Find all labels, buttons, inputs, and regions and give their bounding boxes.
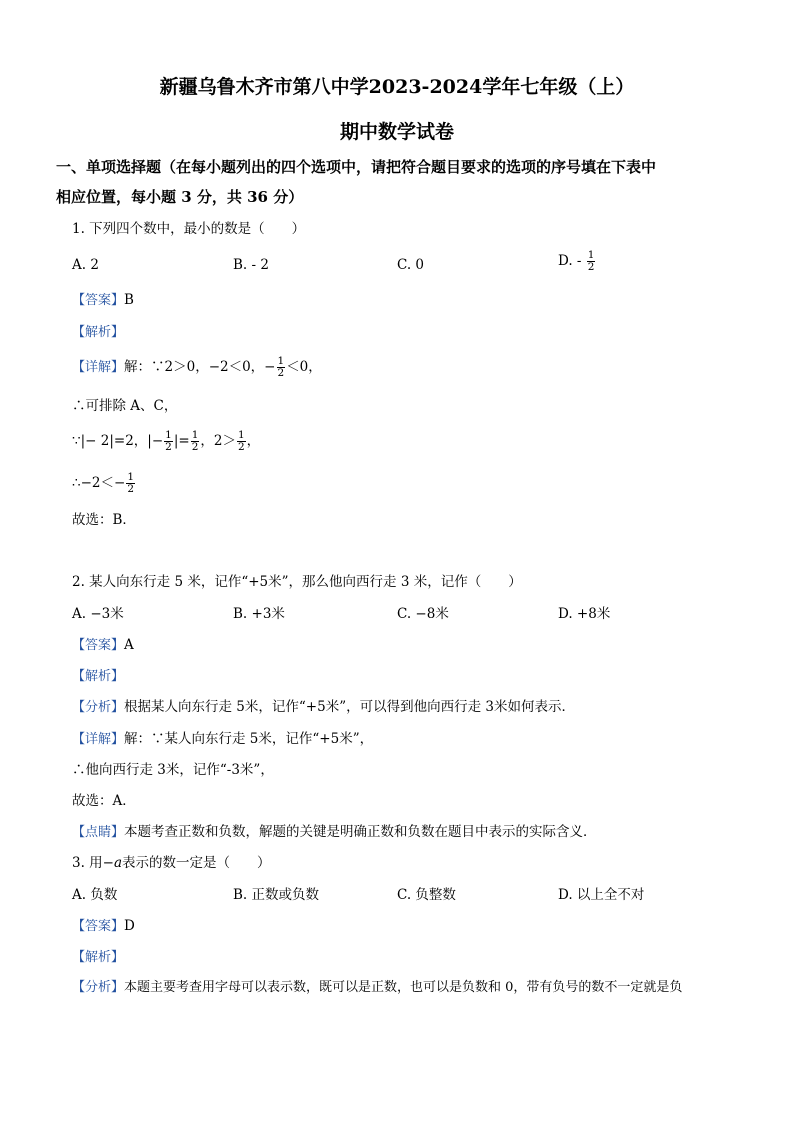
q2-option-b: B. +3米 xyxy=(233,606,285,622)
q2-fenxi xyxy=(72,697,575,718)
q1-option-d xyxy=(558,250,596,273)
section-heading-line2: 相应位置，每小题 3 分，共 36 分） xyxy=(56,188,304,206)
q1-option-d-prefix: D. - xyxy=(558,253,582,269)
fraction-denominator: 2 xyxy=(237,441,245,453)
fraction-denominator: 2 xyxy=(127,483,134,495)
analysis-label: 【解析】 xyxy=(72,950,125,965)
section-heading-line1: 一、单项选择题（在每小题列出的四个选项中，请把符合题目要求的选项的序号填在下表中 xyxy=(56,158,657,176)
answer-label: 【答案】 xyxy=(72,293,125,308)
fraction-denominator: 2 xyxy=(165,441,172,453)
fraction xyxy=(277,356,286,379)
q1-step2: ∴可排除 A、C， xyxy=(72,398,178,414)
q3-option-a: A. 负数 xyxy=(72,887,118,903)
q2-answer-value: A xyxy=(124,637,134,653)
q2-dianjing-text: 本题考查正数和负数，解题的关键是明确正数和负数在题目中表示的实际含义． xyxy=(124,824,597,840)
q1-detail-line1 xyxy=(72,356,322,379)
q3-fenxi-text: 本题主要考查用字母可以表示数，既可以是正数，也可以是负数和 0，带有负号的数不一定就是负 xyxy=(124,980,683,995)
q2-option-c: C. −8米 xyxy=(397,606,449,622)
q2-detail xyxy=(72,729,373,750)
q3-option-d: D. 以上全不对 xyxy=(558,887,645,903)
q1-option-d-fraction xyxy=(587,250,596,273)
q3-stem-variable: a xyxy=(113,855,123,871)
dianjing-label: 【点睛】 xyxy=(72,825,125,840)
q3-answer-value: D xyxy=(124,918,135,934)
fraction-numerator: 1 xyxy=(237,429,245,441)
q3-stem xyxy=(72,853,271,873)
q2-fenxi-text: 根据某人向东行走 5米，记作“+5米”，可以得到他向西行走 3米如何表示． xyxy=(124,699,575,715)
q1-answer-value: B xyxy=(124,292,134,308)
q3-answer xyxy=(72,916,135,937)
q1-analysis-label xyxy=(72,322,124,343)
fraction-numerator: 1 xyxy=(127,471,134,483)
q1-detail-text-end: ＜0， xyxy=(286,359,322,375)
fraction-numerator: 1 xyxy=(587,249,595,261)
answer-label: 【答案】 xyxy=(72,919,125,934)
q2-option-a: A. −3米 xyxy=(72,606,124,622)
q1-option-b: B. - 2 xyxy=(233,257,269,273)
q2-answer xyxy=(72,635,134,656)
q2-dianjing xyxy=(72,822,597,843)
q2-step2: ∴他向西行走 3米，记作“-3米”， xyxy=(72,762,274,778)
answer-label: 【答案】 xyxy=(72,638,125,653)
q1-option-c: C. 0 xyxy=(397,257,425,273)
detail-label: 【详解】 xyxy=(72,732,125,747)
fenxi-label: 【分析】 xyxy=(72,980,125,995)
page-title: 新疆乌鲁木齐市第八中学2023-2024学年七年级（上） xyxy=(159,76,635,98)
fraction-numerator: 1 xyxy=(191,429,199,441)
q1-step3-part-a: ∵|− 2|=2，|− xyxy=(72,433,164,449)
fraction xyxy=(126,472,135,495)
q1-stem: 1. 下列四个数中，最小的数是（ ） xyxy=(72,221,306,237)
fraction-denominator: 2 xyxy=(277,367,285,379)
q1-answer xyxy=(72,290,134,311)
q3-stem-post: 表示的数一定是（ ） xyxy=(122,855,271,871)
fraction-denominator: 2 xyxy=(191,441,199,453)
q2-stem: 2. 某人向东行走 5 米，记作“+5米”，那么他向西行走 3 米，记作（ ） xyxy=(72,574,522,590)
fraction-numerator: 1 xyxy=(277,355,285,367)
q2-conclusion: 故选：A． xyxy=(72,793,136,809)
fraction xyxy=(237,430,246,453)
q1-step4 xyxy=(72,472,136,495)
q2-option-d: D. +8米 xyxy=(558,606,611,622)
fenxi-label: 【分析】 xyxy=(72,700,125,715)
q1-conclusion: 故选：B． xyxy=(72,512,136,528)
fraction-denominator: 2 xyxy=(587,261,595,273)
q3-option-b: B. 正数或负数 xyxy=(233,887,320,903)
analysis-label: 【解析】 xyxy=(72,325,125,340)
q1-option-a: A. 2 xyxy=(72,257,99,273)
q3-option-c: C. 负整数 xyxy=(397,887,456,903)
q3-fenxi xyxy=(72,978,682,998)
q1-detail-text: 解：∵2＞0，−2＜0，− xyxy=(124,359,276,375)
fraction xyxy=(191,430,200,453)
q2-detail-text: 解：∵某人向东行走 5米，记作“+5米”， xyxy=(124,731,374,747)
q1-step3-part-b: |= xyxy=(173,433,190,449)
fraction-numerator: 1 xyxy=(165,429,172,441)
detail-label: 【详解】 xyxy=(72,360,125,375)
analysis-label: 【解析】 xyxy=(72,669,125,684)
q1-step3-part-c: ，2＞ xyxy=(200,433,236,449)
q2-analysis-label xyxy=(72,666,124,687)
q1-step3-part-d: ， xyxy=(246,433,261,449)
q1-step3 xyxy=(72,430,260,453)
q1-step4-text: ∴−2＜− xyxy=(72,475,126,491)
q3-analysis-label xyxy=(72,947,124,968)
page-subtitle: 期中数学试卷 xyxy=(339,121,454,143)
fraction xyxy=(164,430,173,453)
q3-stem-pre: 3. 用− xyxy=(72,855,114,871)
